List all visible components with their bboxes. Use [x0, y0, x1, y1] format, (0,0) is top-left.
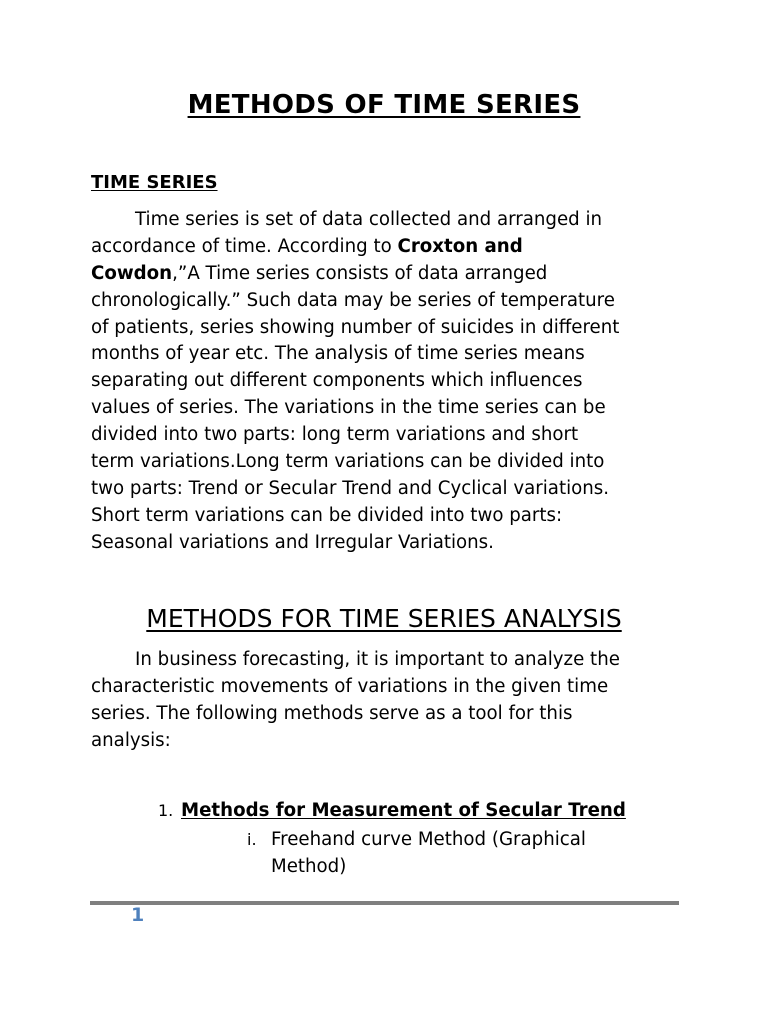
- paragraph-line: of patients, series showing number of suicides in different: [91, 316, 620, 338]
- list-item-label: Methods for Measurement of Secular Trend: [181, 800, 626, 821]
- list-number: 1.: [158, 801, 174, 820]
- paragraph-line: characteristic movements of variations in the given time: [91, 675, 609, 697]
- document-title: METHODS OF TIME SERIES: [187, 90, 581, 120]
- author-name-bold: Croxton and: [397, 235, 523, 257]
- paragraph-line: accordance of time. According to Croxton and: [91, 235, 523, 257]
- roman-numeral: i.: [247, 830, 257, 849]
- paragraph-line: two parts: Trend or Secular Trend and Cyclical variations.: [91, 477, 610, 499]
- roman-list-item-text: Freehand curve Method (Graphical Method): [271, 829, 586, 877]
- roman-list-item: [247, 827, 586, 881]
- paragraph-line: Time series is set of data collected and arranged in: [135, 209, 603, 230]
- paragraph-methods: [91, 647, 691, 755]
- author-name-bold-2: Cowdon: [91, 262, 173, 284]
- paragraph-line: chronologically.” Such data may be series of temperature: [91, 289, 615, 311]
- paragraph-line: In business forecasting, it is important to analyze the: [135, 649, 620, 670]
- paragraph-line: separating out different components which influences: [91, 370, 583, 392]
- paragraph-line: Seasonal variations and Irregular Variations.: [91, 531, 494, 553]
- paragraph-time-series: [91, 207, 691, 557]
- paragraph-line: Cowdon,”A Time series consists of data arranged: [91, 262, 548, 284]
- paragraph-line: divided into two parts: long term variations and short: [91, 424, 579, 446]
- paragraph-line: term variations.Long term variations can be divided into: [91, 451, 605, 473]
- section-heading-methods: METHODS FOR TIME SERIES ANALYSIS: [146, 604, 622, 633]
- paragraph-line: series. The following methods serve as a tool for this: [91, 702, 573, 724]
- footer-divider: [90, 901, 679, 905]
- paragraph-line: Short term variations can be divided into two parts:: [91, 504, 563, 526]
- paragraph-line: analysis:: [91, 729, 171, 751]
- paragraph-line: months of year etc. The analysis of time series means: [91, 343, 585, 365]
- page-number: 1: [131, 904, 145, 926]
- paragraph-line: values of series. The variations in the time series can be: [91, 397, 606, 419]
- numbered-list-item: [158, 800, 626, 821]
- section-heading-time-series: TIME SERIES: [91, 172, 218, 193]
